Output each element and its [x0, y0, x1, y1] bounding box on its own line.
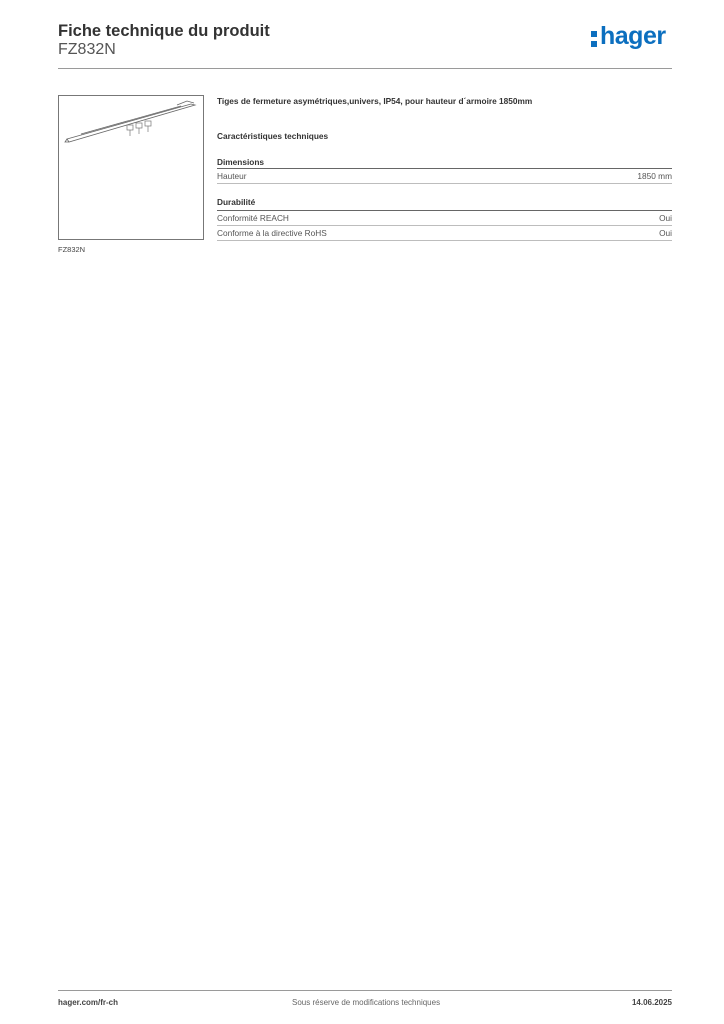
product-code: FZ832N — [58, 41, 116, 58]
product-image — [59, 96, 203, 239]
spec-row — [217, 169, 672, 183]
row-divider — [217, 240, 672, 241]
footer-divider — [58, 990, 672, 991]
spec-group-title: Durabilité — [217, 197, 256, 207]
hager-logo — [590, 22, 672, 54]
footer-date: 14.06.2025 — [631, 998, 672, 1007]
product-description: Tiges de fermeture asymétriques,univers, IP54, pour hauteur d´armoire 1850mm — [217, 96, 533, 106]
page-header — [58, 22, 672, 68]
logo-dot-upper — [591, 31, 597, 37]
logo-wordmark: hager — [600, 22, 666, 50]
spec-value: Oui — [659, 213, 672, 223]
spec-label: Hauteur — [217, 171, 247, 181]
spec-row — [217, 211, 672, 225]
spec-value: Oui — [659, 228, 672, 238]
spec-group-title: Dimensions — [217, 157, 265, 167]
logo-dot-lower — [591, 41, 597, 47]
spec-row — [217, 226, 672, 240]
header-divider — [58, 68, 672, 69]
footer-website-link[interactable]: hager.com/fr-ch — [58, 998, 119, 1007]
page-title: Fiche technique du produit — [58, 22, 270, 40]
row-divider — [217, 183, 672, 184]
spec-value: 1850 mm — [637, 171, 672, 181]
spec-label: Conformité REACH — [217, 213, 289, 223]
image-caption: FZ832N — [58, 245, 86, 254]
section-title: Caractéristiques techniques — [217, 131, 329, 141]
product-image-frame — [58, 95, 204, 240]
spec-label: Conforme à la directive RoHS — [217, 228, 327, 238]
footer-disclaimer: Sous réserve de modifications techniques — [292, 998, 441, 1007]
